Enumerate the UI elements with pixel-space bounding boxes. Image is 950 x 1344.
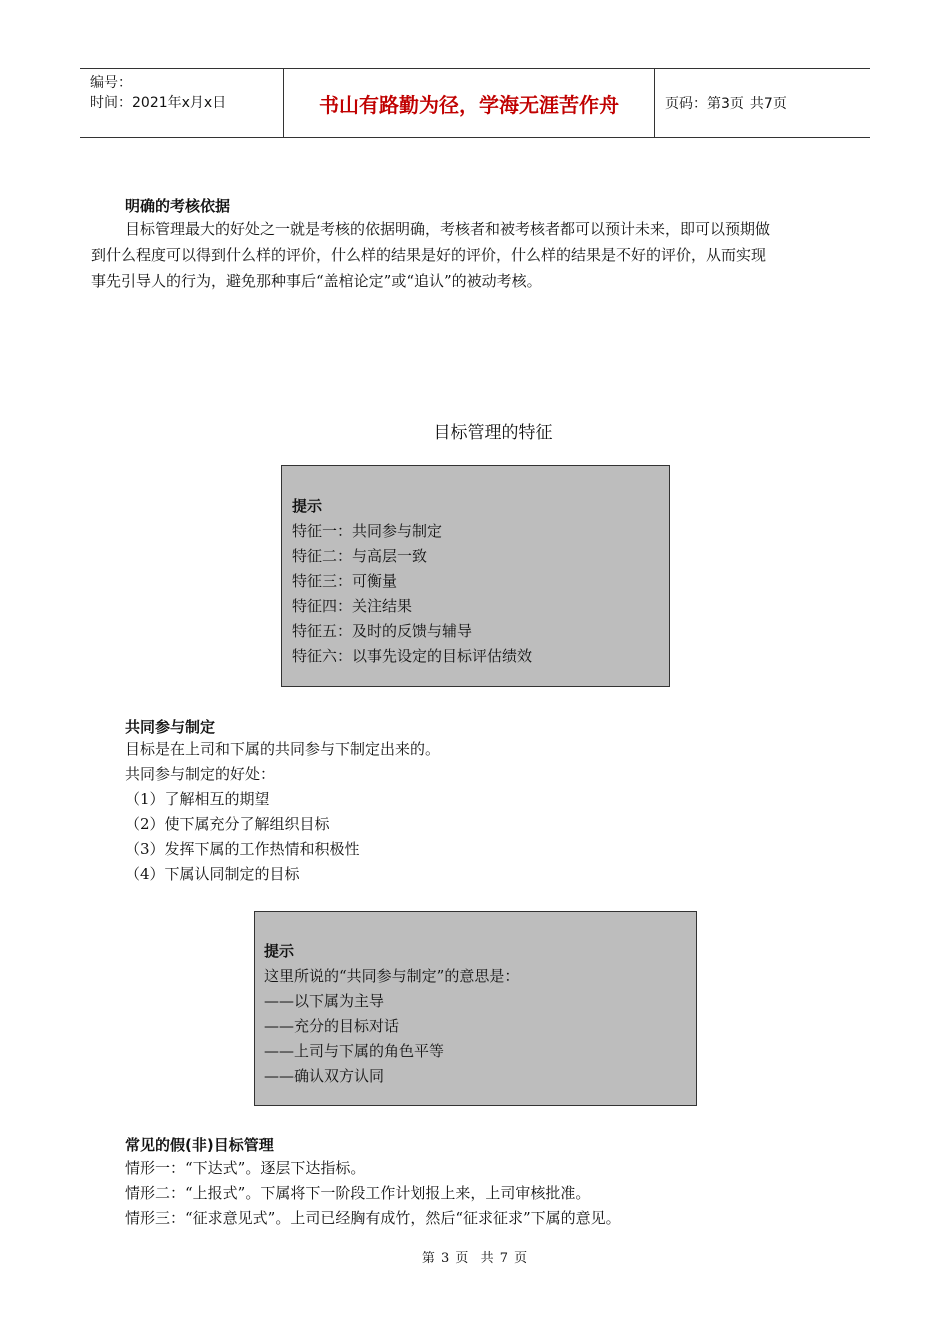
- list-item: （1）了解相互的期望: [125, 790, 270, 808]
- tip-line: 这里所说的“共同参与制定”的意思是：: [264, 967, 520, 985]
- page-footer: [0, 1247, 950, 1266]
- tip-line: ——以下属为主导: [264, 992, 385, 1010]
- case-line: 情形三：“征求意见式”。上司已经胸有成竹，然后“征求征求”下属的意见。: [125, 1209, 621, 1227]
- paragraph-line: 到什么程度可以得到什么样的评价，什么样的结果是好的评价，什么样的结果是不好的评价，从而实现: [91, 246, 767, 264]
- paragraph-line: 目标管理最大的好处之一就是考核的依据明确，考核者和被考核者都可以预计未来，即可以预期做: [125, 220, 771, 238]
- tip-box-title: 提示: [264, 942, 295, 960]
- tip-line: ——充分的目标对话: [264, 1017, 400, 1035]
- tip-box-title: 提示: [292, 497, 323, 515]
- feature-item: 特征五：及时的反馈与辅导: [292, 622, 473, 640]
- text-line: 共同参与制定的好处：: [125, 765, 276, 783]
- document-date: 时间：2021年x月x日: [90, 95, 227, 111]
- false-mbo-content: [125, 1156, 621, 1231]
- header-motto: 书山有路勤为径，学海无涯苦作舟: [283, 69, 655, 137]
- feature-item: 特征二：与高层一致: [292, 547, 428, 565]
- joint-setting-content: [125, 737, 440, 887]
- header-page-total: 共7页: [749, 96, 787, 112]
- header-page-info: [655, 69, 870, 137]
- case-line: 情形二：“上报式”。下属将下一阶段工作计划报上来，上司审核批准。: [125, 1184, 591, 1202]
- footer-page-number: 第 3 页: [421, 1251, 470, 1266]
- figure-title: 目标管理的特征: [433, 423, 553, 443]
- text-line: 目标是在上司和下属的共同参与下制定出来的。: [125, 740, 441, 758]
- section-heading-false-mbo: 常见的假(非)目标管理: [125, 1136, 274, 1154]
- paragraph-line: 事先引导人的行为，避免那种事后“盖棺论定”或“追认”的被动考核。: [91, 272, 542, 290]
- feature-item: 特征四：关注结果: [292, 597, 413, 615]
- page-header: [80, 68, 870, 138]
- document-number-label: 编号：: [90, 75, 132, 91]
- header-meta: [80, 69, 283, 137]
- section-heading-evaluation-basis: 明确的考核依据: [125, 197, 231, 215]
- tip-line: ——确认双方认同: [264, 1067, 385, 1085]
- list-item: （4）下属认同制定的目标: [125, 865, 300, 883]
- feature-item: 特征一：共同参与制定: [292, 522, 443, 540]
- tip-box-joint-setting: [254, 911, 697, 1106]
- case-line: 情形一：“下达式”。逐层下达指标。: [125, 1159, 366, 1177]
- footer-page-total: 共 7 页: [480, 1251, 529, 1266]
- tip-box-features: [281, 465, 670, 687]
- section-heading-joint-setting: 共同参与制定: [125, 718, 216, 736]
- tip-line: ——上司与下属的角色平等: [264, 1042, 445, 1060]
- feature-item: 特征六：以事先设定的目标评估绩效: [292, 647, 533, 665]
- list-item: （2）使下属充分了解组织目标: [125, 815, 330, 833]
- feature-item: 特征三：可衡量: [292, 572, 398, 590]
- evaluation-basis-paragraph: [91, 216, 891, 294]
- list-item: （3）发挥下属的工作热情和积极性: [125, 840, 360, 858]
- header-page-number: 页码：第3页: [665, 96, 744, 112]
